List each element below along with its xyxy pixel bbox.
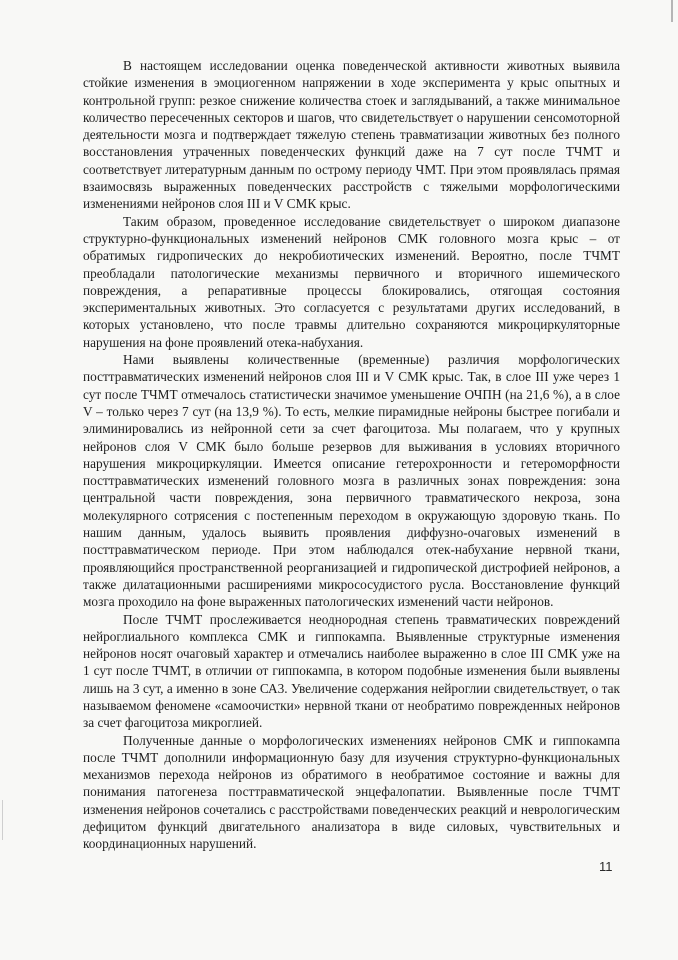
paragraph: Нами выявлены количественные (временные) различия морфологических посттравматических изменений нейронов слоя III и V СМК крыс. Так, в слое III уже через 1 сут после ТЧМТ отмечалось статистически значимое уменьшение ОЧПН (на 21,6 %), а в слое V – только через 7 сут (на 13,9 %). То есть, мелкие пирамидные нейроны быстрее погибали и элиминировались из нейронной сети за счет фагоцитоза. Мы полагаем, что у крупных нейронов слоя V СМК было больше резервов для выживания в условиях вторичного нарушения микроциркуляции. Имеется описание гетерохронности и гетероморфности посттравматических изменений головного мозга в различных зонах повреждения: зона центральной части повреждения, зона первичного травматического некроза, зона молекулярного сотрясения с постепенным переходом в окружающую здоровую ткань. По нашим данным, удалось выявить проявления диффузно-очаговых изменений в посттравматическом периоде. При этом наблюдался отек-набухание нервной ткани, проявляющийся пространственной реорганизацией и гидропической дистрофией нейронов, а также дилатационными расширениями микрососудистого русла. Восстановление функций мозга проходило на фоне выраженных патологических изменений части нейронов. [83, 352, 620, 610]
page-number: 11 [599, 859, 613, 874]
paragraph: Таким образом, проведенное исследование свидетельствует о широком диапазоне структурно-функциональных изменений нейронов СМК головного мозга крыс – от обратимых гидропических до некробиотических изменений. Вероятно, после ТЧМТ преобладали патологические механизмы первичного и вторичного ишемического повреждения, а репаративные процессы блокировались, отягощая состояния экспериментальных животных. Это согласуется с результатами других исследований, в которых установлено, что после травмы длительно сохраняются микроциркуляторные нарушения на фоне проявлений отека-набухания. [83, 213, 620, 350]
paragraph: Полученные данные о морфологических изменениях нейронов СМК и гиппокампа после ТЧМТ дополнили информационную базу для изучения структурно-функциональных механизмов перехода нейронов из обратимого в необратимое состояние и важны для понимания патогенеза посттравматической энцефалопатии. Выявленные после ТЧМТ изменения нейронов сочетались с расстройствами поведенческих реакций и неврологическим дефицитом функций двигательного анализатора в виде силовых, чувствительных и координационных нарушений. [83, 732, 620, 852]
body-text [83, 57, 620, 853]
scan-edge-mark [671, 0, 673, 22]
paragraph: В настоящем исследовании оценка поведенческой активности животных выявила стойкие изменения в эмоциогенном напряжении в ходе эксперимента у крыс опытных и контрольной групп: резкое снижение количества стоек и заглядываний, а также минимальное количество пересеченных секторов и шагов, что свидетельствует о нарушении сенсомоторной деятельности мозга и подтверждает тяжелую степень травматизации животных без полного восстановления утраченных поведенческих функций даже на 7 сут после ТЧМТ и соответствует литературным данным по острому периоду ЧМТ. При этом проявлялась прямая взаимосвязь выраженных поведенческих расстройств с тяжелыми морфологическими изменениями нейронов слоя III и V СМК крыс. [83, 58, 620, 212]
paragraph: После ТЧМТ прослеживается неоднородная степень травматических повреждений нейроглиального комплекса СМК и гиппокампа. Выявленные структурные изменения нейронов носят очаговый характер и отмечались наиболее выраженно в слое III СМК уже на 1 сут после ТЧМТ, в отличии от гиппокампа, в котором подобные изменения были выявлены лишь на 3 сут, а именно в зоне СА3. Увеличение содержания нейроглии свидетельствует, о так называемом феномене «самоочистки» нервной ткани от необратимо поврежденных нейронов за счет фагоцитоза микроглией. [83, 611, 620, 731]
scan-edge-mark [2, 800, 3, 840]
